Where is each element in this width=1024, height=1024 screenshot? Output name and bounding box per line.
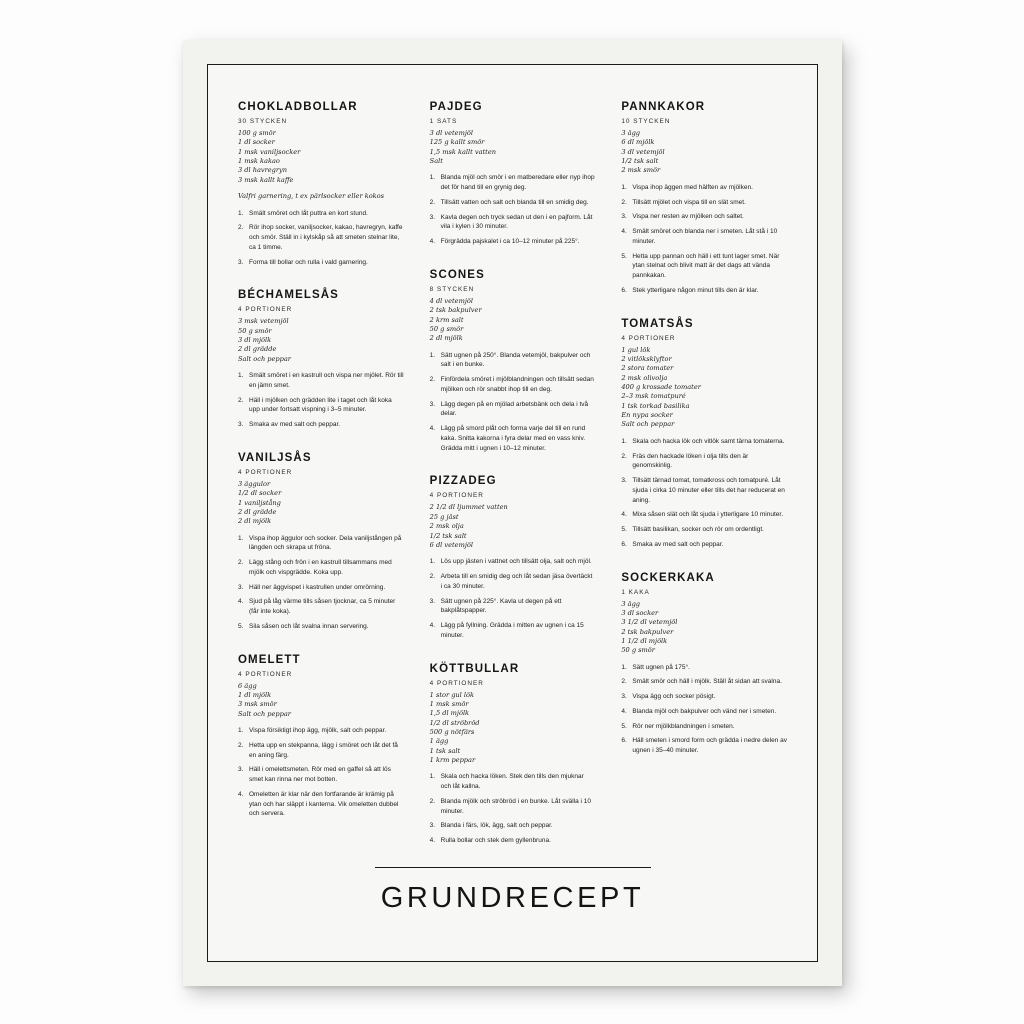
- ingredient-item: 1,5 dl mjölk: [429, 709, 470, 718]
- ingredient-item: 1 ägg: [429, 737, 449, 746]
- ingredient-item: 2 vitlöksklyftor: [621, 354, 672, 363]
- recipe-block: [238, 289, 404, 430]
- ingredient-item: 50 g smör: [429, 325, 464, 334]
- ingredient-item: 1 msk vaniljsocker: [238, 147, 301, 156]
- ingredient-item: 1 vaniljstång: [238, 498, 281, 507]
- ingredient-item: 3 msk vetemjöl: [238, 317, 289, 326]
- ingredient-item: 125 g kallt smör: [429, 138, 485, 147]
- step-item: Blanda i färs, lök, ägg, salt och peppar.: [440, 822, 553, 830]
- ingredient-item: 1 dl socker: [238, 138, 275, 147]
- recipe-columns: [238, 101, 787, 961]
- ingredient-item: 3 msk smör: [238, 700, 277, 709]
- ingredient-item: 3 dl socker: [621, 608, 659, 617]
- recipe-note: Valfri garnering, t ex pärlsocker eller kokos: [238, 192, 385, 201]
- step-item: Sätt ugnen på 225°. Kavla ut degen på ett bakplåtspapper.: [440, 597, 562, 615]
- recipe-title: PAJDEG: [429, 101, 483, 113]
- ingredient-item: 2 1/2 dl ljummet vatten: [429, 503, 508, 512]
- step-item: Sätt ugnen på 250°. Blanda vetemjöl, bakpulver och salt i en bunke.: [440, 351, 591, 369]
- recipe-title: VANILJSÅS: [238, 451, 312, 464]
- step-item: Lägg på fyllning. Grädda i mitten av ugnen i ca 15 minuter.: [440, 622, 584, 639]
- recipe-block: [430, 663, 596, 846]
- poster: [183, 40, 842, 986]
- ingredient-item: 1/2 tsk salt: [621, 157, 659, 166]
- step-item: Vispa ner resten av mjölken och saltet.: [632, 213, 744, 221]
- recipe-title: SOCKERKAKA: [621, 571, 715, 584]
- step-item: Blanda mjöl och smör i en matberedare eller nyp ihop det för hand till en grynig deg.: [440, 174, 595, 192]
- step-item: Vispa ägg och socker pösigt.: [632, 693, 716, 701]
- ingredient-item: 3 äggulor: [238, 479, 271, 488]
- ingredient-item: 400 g krossade tomater: [621, 382, 701, 391]
- step-list: [430, 772, 596, 846]
- ingredient-item: 2 krm salt: [429, 315, 464, 324]
- ingredient-item: Salt och peppar: [621, 420, 675, 429]
- page-title: GRUNDRECEPT: [380, 882, 645, 914]
- recipe-yield: 30 STYCKEN: [238, 118, 288, 125]
- poster-border-frame: [207, 64, 818, 962]
- ingredient-list: [238, 480, 404, 527]
- ingredient-item: 2 stora tomater: [621, 364, 674, 373]
- columns-container: [238, 101, 787, 868]
- step-item: Vispa ihop äggulor och socker. Dela vaniljstången på längden och skrapa ut fröna.: [249, 534, 402, 552]
- ingredient-item: 6 dl vetemjöl: [429, 540, 473, 549]
- ingredient-item: 2 msk olivolja: [621, 373, 668, 382]
- step-item: Tillsätt vatten och salt och blanda till en smidig deg.: [440, 198, 589, 206]
- ingredient-item: Salt och peppar: [238, 709, 291, 718]
- step-item: Sila såsen och låt svalna innan servering.: [249, 622, 369, 630]
- recipe-title: PIZZADEG: [429, 475, 497, 488]
- recipe-block: [238, 101, 404, 267]
- ingredient-item: 50 g smör: [238, 326, 272, 335]
- ingredient-list: [430, 691, 596, 766]
- ingredient-item: 50 g smör: [621, 646, 655, 655]
- step-list: [621, 663, 787, 756]
- step-item: Smaka av med salt och peppar.: [249, 421, 341, 429]
- ingredient-item: 3 dl vetemjöl: [429, 129, 473, 137]
- recipe-title: BÉCHAMELSÅS: [238, 289, 339, 302]
- step-item: Rör ihop socker, vaniljsocker, kakao, havregryn, kaffe och smör. Ställ in i kylskåp så att smeten stelnar lite, ca 1 timme.: [249, 224, 403, 251]
- ingredient-item: 3 ägg: [621, 599, 641, 608]
- ingredient-item: 4 dl vetemjöl: [429, 296, 473, 305]
- step-list: [238, 534, 404, 632]
- recipe-block: [430, 101, 596, 247]
- recipe-yield: 10 STYCKEN: [621, 118, 671, 125]
- recipe-column: [430, 101, 596, 868]
- step-item: Smält smöret och blanda ner i smeten. Låt stå i 10 minuter.: [632, 228, 778, 245]
- recipe-block: [238, 654, 404, 819]
- ingredient-item: 6 dl mjölk: [621, 138, 655, 147]
- step-list: [621, 437, 787, 550]
- step-item: Lös upp jästen i vattnet och tillsätt olja, salt och mjöl.: [440, 558, 592, 566]
- recipe-yield: 4 PORTIONER: [429, 492, 484, 500]
- step-list: [430, 557, 596, 640]
- step-item: Lägg degen på en mjölad arbetsbänk och dela i två delar.: [440, 400, 589, 418]
- ingredient-list: [430, 503, 596, 550]
- step-item: Skala och hacka lök och vitlök samt tärna tomaterna.: [632, 437, 785, 445]
- step-item: Mixa såsen slät och låt sjuda i ytterligare 10 minuter.: [632, 511, 783, 519]
- step-item: Häll smeten i smord form och grädda i nedre delen av ugnen i 35–40 minuter.: [632, 737, 787, 755]
- ingredient-item: 2 tsk bakpulver: [621, 627, 674, 636]
- recipe-title: KÖTTBULLAR: [429, 662, 520, 675]
- ingredient-item: 6 ägg: [238, 681, 257, 690]
- step-item: Häll i omelettsmeten. Rör med en gaffel så att lös smet kan rinna ner mot botten.: [249, 766, 391, 784]
- step-item: Hetta upp en stekpanna, lägg i smöret och låt det få en aning färg.: [249, 741, 398, 759]
- step-item: Kavla degen och tryck sedan ut den i en pajform. Låt vila i kylen i 30 minuter.: [440, 213, 593, 231]
- ingredient-item: 3 ägg: [621, 129, 641, 137]
- ingredient-item: 3 dl havregryn: [238, 166, 288, 175]
- ingredient-item: 1 tsk torkad basilika: [621, 401, 690, 410]
- recipe-title: SCONES: [429, 268, 485, 281]
- recipe-title: TOMATSÅS: [621, 317, 694, 330]
- footer-divider: [375, 867, 651, 868]
- ingredient-item: En nypa socker: [621, 411, 673, 420]
- ingredient-item: 2 dl mjölk: [429, 334, 463, 343]
- recipe-yield: 4 PORTIONER: [429, 679, 484, 687]
- step-list: [238, 726, 404, 819]
- step-item: Omeletten är klar när den fortfarande är krämig på ytan och har släppt i kanterna. Vik omeletten dubbel och servera.: [249, 790, 399, 818]
- recipe-block: [621, 572, 787, 756]
- ingredient-item: 1 msk kakao: [238, 157, 280, 166]
- ingredient-list: [621, 600, 787, 656]
- recipe-block: [621, 318, 787, 550]
- step-item: Hetta upp pannan och häll i ett tunt lager smet. När ytan stelnat och blivit matt är det dags att vända pannkakan.: [632, 252, 780, 280]
- ingredient-item: 2 tsk bakpulver: [429, 306, 482, 315]
- ingredient-item: 2 msk olja: [429, 522, 464, 531]
- step-list: [430, 351, 596, 454]
- step-item: Forma till bollar och rulla i vald garnering.: [249, 258, 368, 266]
- ingredient-item: 1 gul lök: [621, 345, 651, 354]
- step-item: Lägg på smord plåt och forma varje del till en rund kaka. Snitta kakorna i fyra delar med en vass kniv. Grädda mitt i ugnen i 10–12 minuter.: [440, 425, 586, 452]
- step-list: [430, 173, 596, 247]
- ingredient-item: Salt och peppar: [238, 354, 291, 363]
- ingredient-item: 1 stor gul lök: [429, 690, 474, 699]
- ingredient-list: [238, 317, 404, 364]
- ingredient-item: 1 tsk salt: [429, 746, 461, 755]
- recipe-block: [238, 452, 404, 632]
- ingredient-item: 2–3 msk tomatpuré: [621, 392, 686, 401]
- step-item: Stek ytterligare någon minut tills den är klar.: [632, 286, 759, 294]
- recipe-yield: 4 PORTIONER: [238, 306, 293, 314]
- ingredient-list: [238, 129, 404, 185]
- ingredient-item: 2 dl mjölk: [238, 517, 272, 526]
- step-item: Tillsätt mjölet och vispa till en slät smet.: [632, 198, 746, 206]
- step-item: Häll ner äggvispet i kastrullen under omrörning.: [249, 583, 386, 591]
- ingredient-item: 1 msk smör: [429, 699, 469, 708]
- step-item: Förgrädda pajskalet i ca 10–12 minuter på 225°.: [440, 238, 580, 246]
- step-item: Smält smöret och låt puttra en kort stund.: [249, 209, 368, 217]
- ingredient-list: [621, 129, 787, 176]
- ingredient-list: [430, 129, 596, 166]
- step-item: Vispa ihop äggen med hälften av mjölken.: [632, 183, 753, 191]
- recipe-column: [238, 101, 404, 841]
- ingredient-item: 1/2 dl ströbröd: [429, 718, 480, 727]
- ingredient-item: 25 g jäst: [429, 512, 459, 521]
- step-item: Blanda mjöl och bakpulver och vänd ner i smeten.: [632, 707, 777, 715]
- recipe-column: [621, 101, 787, 778]
- ingredient-list: [238, 682, 404, 719]
- step-item: Smaka av med salt och peppar.: [632, 540, 724, 548]
- ingredient-item: 1 krm peppar: [429, 756, 476, 765]
- step-list: [238, 371, 404, 430]
- ingredient-item: 3 msk kallt kaffe: [238, 175, 294, 184]
- recipe-yield: 4 PORTIONER: [621, 334, 676, 342]
- step-item: Finfördela smöret i mjölblandningen och tillsätt sedan mjölken och rör snabbt ihop till en deg.: [440, 376, 594, 393]
- ingredient-item: 3 dl vetemjöl: [621, 147, 665, 156]
- ingredient-item: 2 dl grädde: [238, 345, 277, 354]
- poster-footer: [238, 867, 787, 915]
- recipe-block: [621, 101, 787, 296]
- ingredient-item: 500 g nötfärs: [429, 727, 475, 736]
- step-item: Lägg stång och frön i en kastrull tillsammans med mjölk och vispgrädde. Koka upp.: [249, 559, 392, 576]
- recipe-block: [430, 269, 596, 454]
- recipe-yield: 4 PORTIONER: [238, 670, 293, 678]
- recipe-yield: 4 PORTIONER: [238, 468, 293, 476]
- ingredient-list: [621, 346, 787, 430]
- step-item: Tillsätt tärnad tomat, tomatkross och tomatpuré. Låt sjuda i cirka 10 minuter eller tills det har reducerat en aning.: [632, 477, 785, 504]
- ingredient-item: Salt: [429, 157, 443, 166]
- recipe-yield: 1 SATS: [429, 118, 458, 125]
- step-item: Smält smör och häll i mjölk. Ställ åt sidan att svalna.: [632, 678, 782, 686]
- ingredient-item: 3 dl mjölk: [238, 335, 272, 344]
- ingredient-item: 100 g smör: [238, 129, 276, 137]
- ingredient-item: 1/2 tsk salt: [429, 531, 467, 540]
- step-item: Tillsätt basilikan, socker och rör om ordentligt.: [632, 526, 764, 534]
- recipe-yield: 1 KAKA: [621, 588, 650, 596]
- recipe-title: PANNKAKOR: [621, 101, 706, 113]
- ingredient-item: 1 1/2 dl mjölk: [621, 636, 668, 645]
- ingredient-item: 1 dl mjölk: [238, 690, 272, 699]
- step-item: Häll i mjölken och grädden lite i taget och låt koka upp under fortsatt vispning i 3–5 minuter.: [249, 396, 392, 414]
- step-item: Sjud på låg värme tills såsen tjocknar, ca 5 minuter (får inte koka).: [249, 598, 396, 616]
- recipe-block: [430, 475, 596, 640]
- recipe-yield: 8 STYCKEN: [429, 285, 475, 293]
- ingredient-item: 1,5 msk kallt vatten: [429, 147, 496, 156]
- step-item: Rulla bollar och stek dem gyllenbruna.: [440, 837, 551, 845]
- ingredient-item: 3 1/2 dl vetemjöl: [621, 618, 678, 627]
- ingredient-item: 2 dl grädde: [238, 507, 277, 516]
- step-list: [238, 209, 404, 268]
- ingredient-list: [430, 297, 596, 344]
- step-item: Sätt ugnen på 175°.: [632, 663, 690, 671]
- step-item: Smält smöret i en kastrull och vispa ner mjölet. Rör till en jämn smet.: [249, 372, 404, 389]
- step-list: [621, 183, 787, 296]
- step-item: Skala och hacka löken. Stek den tills den mjuknar och låt kallna.: [440, 773, 584, 791]
- step-item: Vispa försiktigt ihop ägg, mjölk, salt och peppar.: [249, 727, 387, 735]
- step-item: Fräs den hackade löken i olja tills den är genomskinlig.: [632, 452, 749, 470]
- step-item: Arbeta till en smidig deg och låt sedan jäsa övertäckt i ca 30 minuter.: [440, 573, 593, 590]
- recipe-title: CHOKLADBOLLAR: [238, 101, 358, 113]
- ingredient-item: 1/2 dl socker: [238, 489, 282, 498]
- step-item: Blanda mjölk och ströbröd i en bunke. Låt svälla i 10 minuter.: [440, 797, 591, 815]
- ingredient-item: 2 msk smör: [621, 166, 661, 175]
- recipe-title: OMELETT: [238, 653, 301, 666]
- step-item: Rör ner mjölkblandningen i smeten.: [632, 722, 735, 730]
